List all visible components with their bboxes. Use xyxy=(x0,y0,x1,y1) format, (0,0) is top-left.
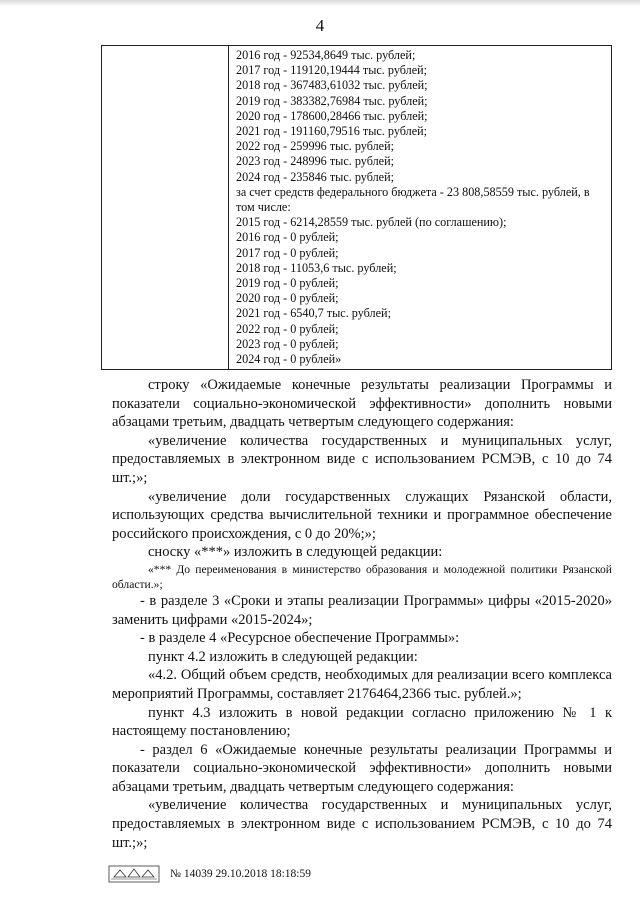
funding-line: 2021 год - 191160,79516 тыс. рублей; xyxy=(236,124,428,139)
funding-line: 2023 год - 248996 тыс. рублей; xyxy=(236,154,395,169)
funding-table-label-cell xyxy=(102,46,229,370)
paragraph: «увеличение количества государственных и муниципальных услуг, предоставляемых в электронном виде с использованием РСМЭВ, с 10 до 74 шт.;»; xyxy=(112,432,612,486)
funding-line: 2017 год - 0 рублей; xyxy=(236,245,339,260)
funding-line: 2019 год - 0 рублей; xyxy=(236,276,339,291)
funding-line: 2019 год - 383382,76984 тыс. рублей; xyxy=(236,93,428,108)
registration-mark: № 14039 29.10.2018 18:18:59 xyxy=(170,868,311,880)
funding-federal-line: за счет средств федерального бюджета - 23 808,58559 тыс. рублей, в том числе: xyxy=(236,184,590,215)
paragraph: пункт 4.2 изложить в следующей редакции: xyxy=(148,648,418,665)
scan-top-edge xyxy=(0,0,640,6)
paragraph: «увеличение доли государственных служащих Рязанской области, использующих средства вычислительной техники и программное обеспечение российского происхождения, с 0 до 20%;»; xyxy=(112,488,612,542)
paragraph: - раздел 6 «Ожидаемые конечные результаты реализации Программы и показатели социально-экономической эффективности» дополнить новыми абзацами третьим, двадцать четвертым следующего содержания: xyxy=(112,741,612,795)
paragraph: сноску «***» изложить в следующей редакции: xyxy=(148,544,443,561)
funding-line: 2016 год - 0 рублей; xyxy=(236,230,339,245)
document-body xyxy=(112,376,612,852)
funding-line: 2024 год - 0 рублей» xyxy=(236,352,342,367)
funding-line: 2024 год - 235846 тыс. рублей; xyxy=(236,169,395,184)
funding-table-value-cell xyxy=(229,46,612,370)
paragraph: «4.2. Общий объем средств, необходимых для реализации всего комплекса мероприятий Программы, составляет 2176464,2366 тыс. рублей.»; xyxy=(112,667,612,702)
government-stamp-logo xyxy=(108,865,160,883)
paragraph: «увеличение количества государственных и муниципальных услуг, предоставляемых в электронном виде с использованием РСМЭВ, с 10 до 74 шт.;»; xyxy=(112,797,612,851)
funding-line: 2018 год - 11053,6 тыс. рублей; xyxy=(236,260,397,275)
paragraph: пункт 4.3 изложить в новой редакции согласно приложению № 1 к настоящему постановлению; xyxy=(112,704,612,740)
funding-line: 2020 год - 178600,28466 тыс. рублей; xyxy=(236,108,428,123)
paragraph: - в разделе 3 «Сроки и этапы реализации Программы» цифры «2015-2020» заменить цифрами «2015-2024»; xyxy=(112,592,612,628)
funding-line: 2021 год - 6540,7 тыс. рублей; xyxy=(236,306,391,321)
paragraph: - в разделе 4 «Ресурсное обеспечение Программы»: xyxy=(140,630,460,647)
funding-line: 2023 год - 0 рублей; xyxy=(236,336,339,351)
funding-line: 2017 год - 119120,19444 тыс. рублей; xyxy=(236,63,428,78)
funding-line: 2015 год - 6214,28559 тыс. рублей (по соглашению); xyxy=(236,215,507,230)
footnote-paragraph: «*** До переименования в министерство образования и молодежной политики Рязанской области.»; xyxy=(112,562,612,591)
funding-line: 2022 год - 0 рублей; xyxy=(236,321,339,336)
funding-line: 2022 год - 259996 тыс. рублей; xyxy=(236,139,395,154)
funding-line: 2018 год - 367483,61032 тыс. рублей; xyxy=(236,78,428,93)
paragraph: строку «Ожидаемые конечные результаты реализации Программы и показатели социально-экономической эффективности» дополнить новыми абзацами третьим, двадцать четвертым следующего содержания: xyxy=(112,377,612,431)
funding-table xyxy=(101,45,612,370)
registration-footer xyxy=(108,863,311,885)
page-number: 4 xyxy=(315,16,325,35)
funding-line: 2016 год - 92534,8649 тыс. рублей; xyxy=(236,48,416,62)
funding-line: 2020 год - 0 рублей; xyxy=(236,291,339,306)
